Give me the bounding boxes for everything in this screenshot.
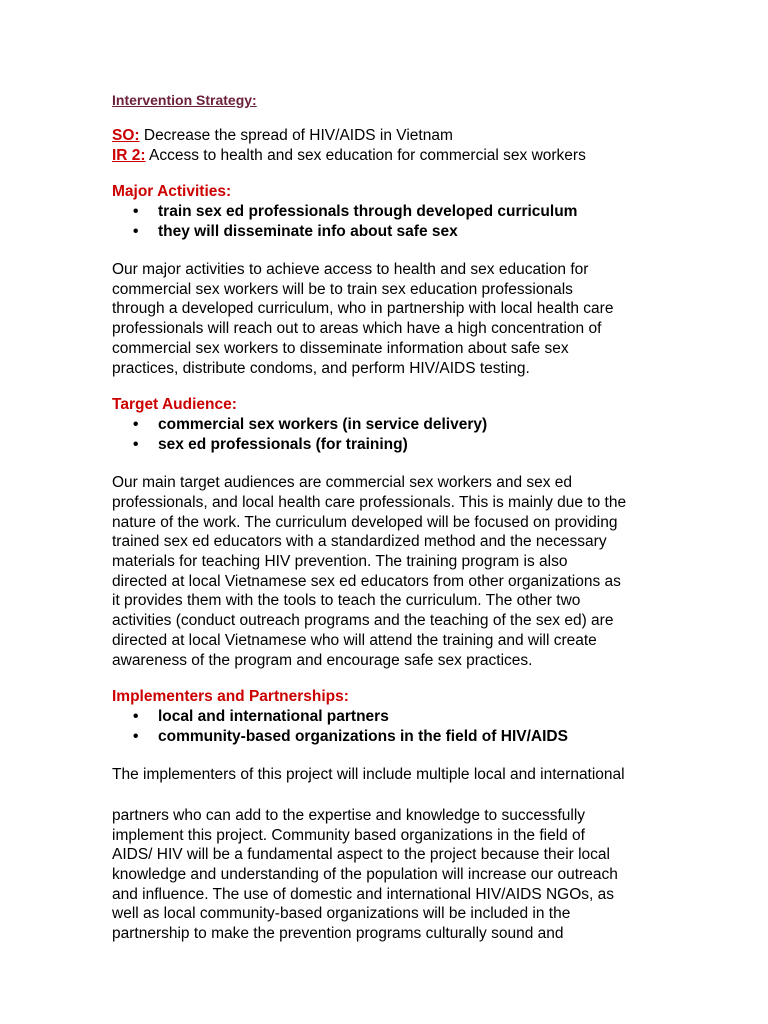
list-item: • community-based organizations in the field of HIV/AIDS — [112, 727, 672, 747]
paragraph-line: Our major activities to achieve access to health and sex education for — [112, 261, 589, 278]
so-text: Decrease the spread of HIV/AIDS in Vietnam — [139, 127, 453, 144]
paragraph-line: The implementers of this project will include multiple local and international — [112, 766, 625, 784]
implementers-list — [112, 707, 672, 747]
paragraph-line: and influence. The use of domestic and international HIV/AIDS NGOs, as — [112, 885, 615, 903]
ir2-label: IR 2: — [112, 147, 146, 164]
list-item: • sex ed professionals (for training) — [112, 435, 672, 455]
paragraph-line: directed at local Vietnamese sex ed educators from other organizations as — [112, 572, 621, 590]
ir2-text: Access to health and sex education for commercial sex workers — [145, 147, 586, 164]
paragraph-line: commercial sex workers to disseminate information about safe sex — [112, 339, 569, 357]
target-audience-heading: Target Audience: — [112, 396, 237, 414]
target-audience-list — [112, 415, 672, 455]
paragraph-line: professionals, and local health care professionals. This is mainly due to the — [112, 493, 627, 511]
paragraph-line: professionals will reach out to areas which have a high concentration of — [112, 320, 602, 338]
paragraph-line: it provides them with the tools to teach the curriculum. The other two — [112, 592, 581, 610]
implementers-heading: Implementers and Partnerships: — [112, 688, 349, 706]
paragraph-line: knowledge and understanding of the population will increase our outreach — [112, 866, 618, 884]
paragraph-line: implement this project. Community based organizations in the field of — [112, 826, 585, 844]
list-item: • local and international partners — [112, 707, 672, 727]
paragraph-line: partners who can add to the expertise and knowledge to successfully — [112, 806, 586, 824]
paragraph-line: awareness of the program and encourage safe sex practices. — [112, 651, 533, 669]
ir2-line — [112, 146, 672, 166]
list-item: • train sex ed professionals through developed curriculum — [112, 202, 672, 222]
implementers-paragraph-2 — [112, 806, 672, 944]
paragraph-line: practices, distribute condoms, and perform HIV/AIDS testing. — [112, 359, 530, 377]
target-audience-paragraph — [112, 473, 672, 670]
major-activities-paragraph — [112, 260, 672, 378]
major-activities-heading: Major Activities: — [112, 183, 232, 200]
paragraph-line: well as local community-based organizations will be included in the — [112, 905, 571, 923]
paragraph-line: commercial sex workers will be to train sex education professionals — [112, 280, 573, 298]
document-body — [112, 92, 672, 961]
implementers-paragraph-1 — [112, 765, 672, 785]
paragraph-line: directed at local Vietnamese who will attend the training and will create — [112, 631, 597, 649]
paragraph-line: AIDS/ HIV will be a fundamental aspect to the project because their local — [112, 846, 610, 864]
so-label: SO: — [112, 127, 140, 144]
list-item: • commercial sex workers (in service delivery) — [112, 415, 672, 435]
paragraph-line: Our main target audiences are commercial sex workers and sex ed — [112, 474, 573, 492]
major-activities-list — [112, 202, 672, 242]
paragraph-line: trained sex ed educators with a standardized method and the necessary — [112, 533, 607, 551]
so-line — [112, 126, 672, 146]
intervention-strategy-heading: Intervention Strategy: — [112, 92, 257, 108]
paragraph-line: through a developed curriculum, who in partnership with local health care — [112, 300, 614, 318]
paragraph-line: nature of the work. The curriculum developed will be focused on providing — [112, 513, 618, 531]
paragraph-line: partnership to make the prevention programs culturally sound and — [112, 925, 564, 943]
paragraph-line: activities (conduct outreach programs and the teaching of the sex ed) are — [112, 612, 614, 630]
paragraph-line: materials for teaching HIV prevention. The training program is also — [112, 553, 568, 571]
list-item: • they will disseminate info about safe sex — [112, 222, 672, 242]
